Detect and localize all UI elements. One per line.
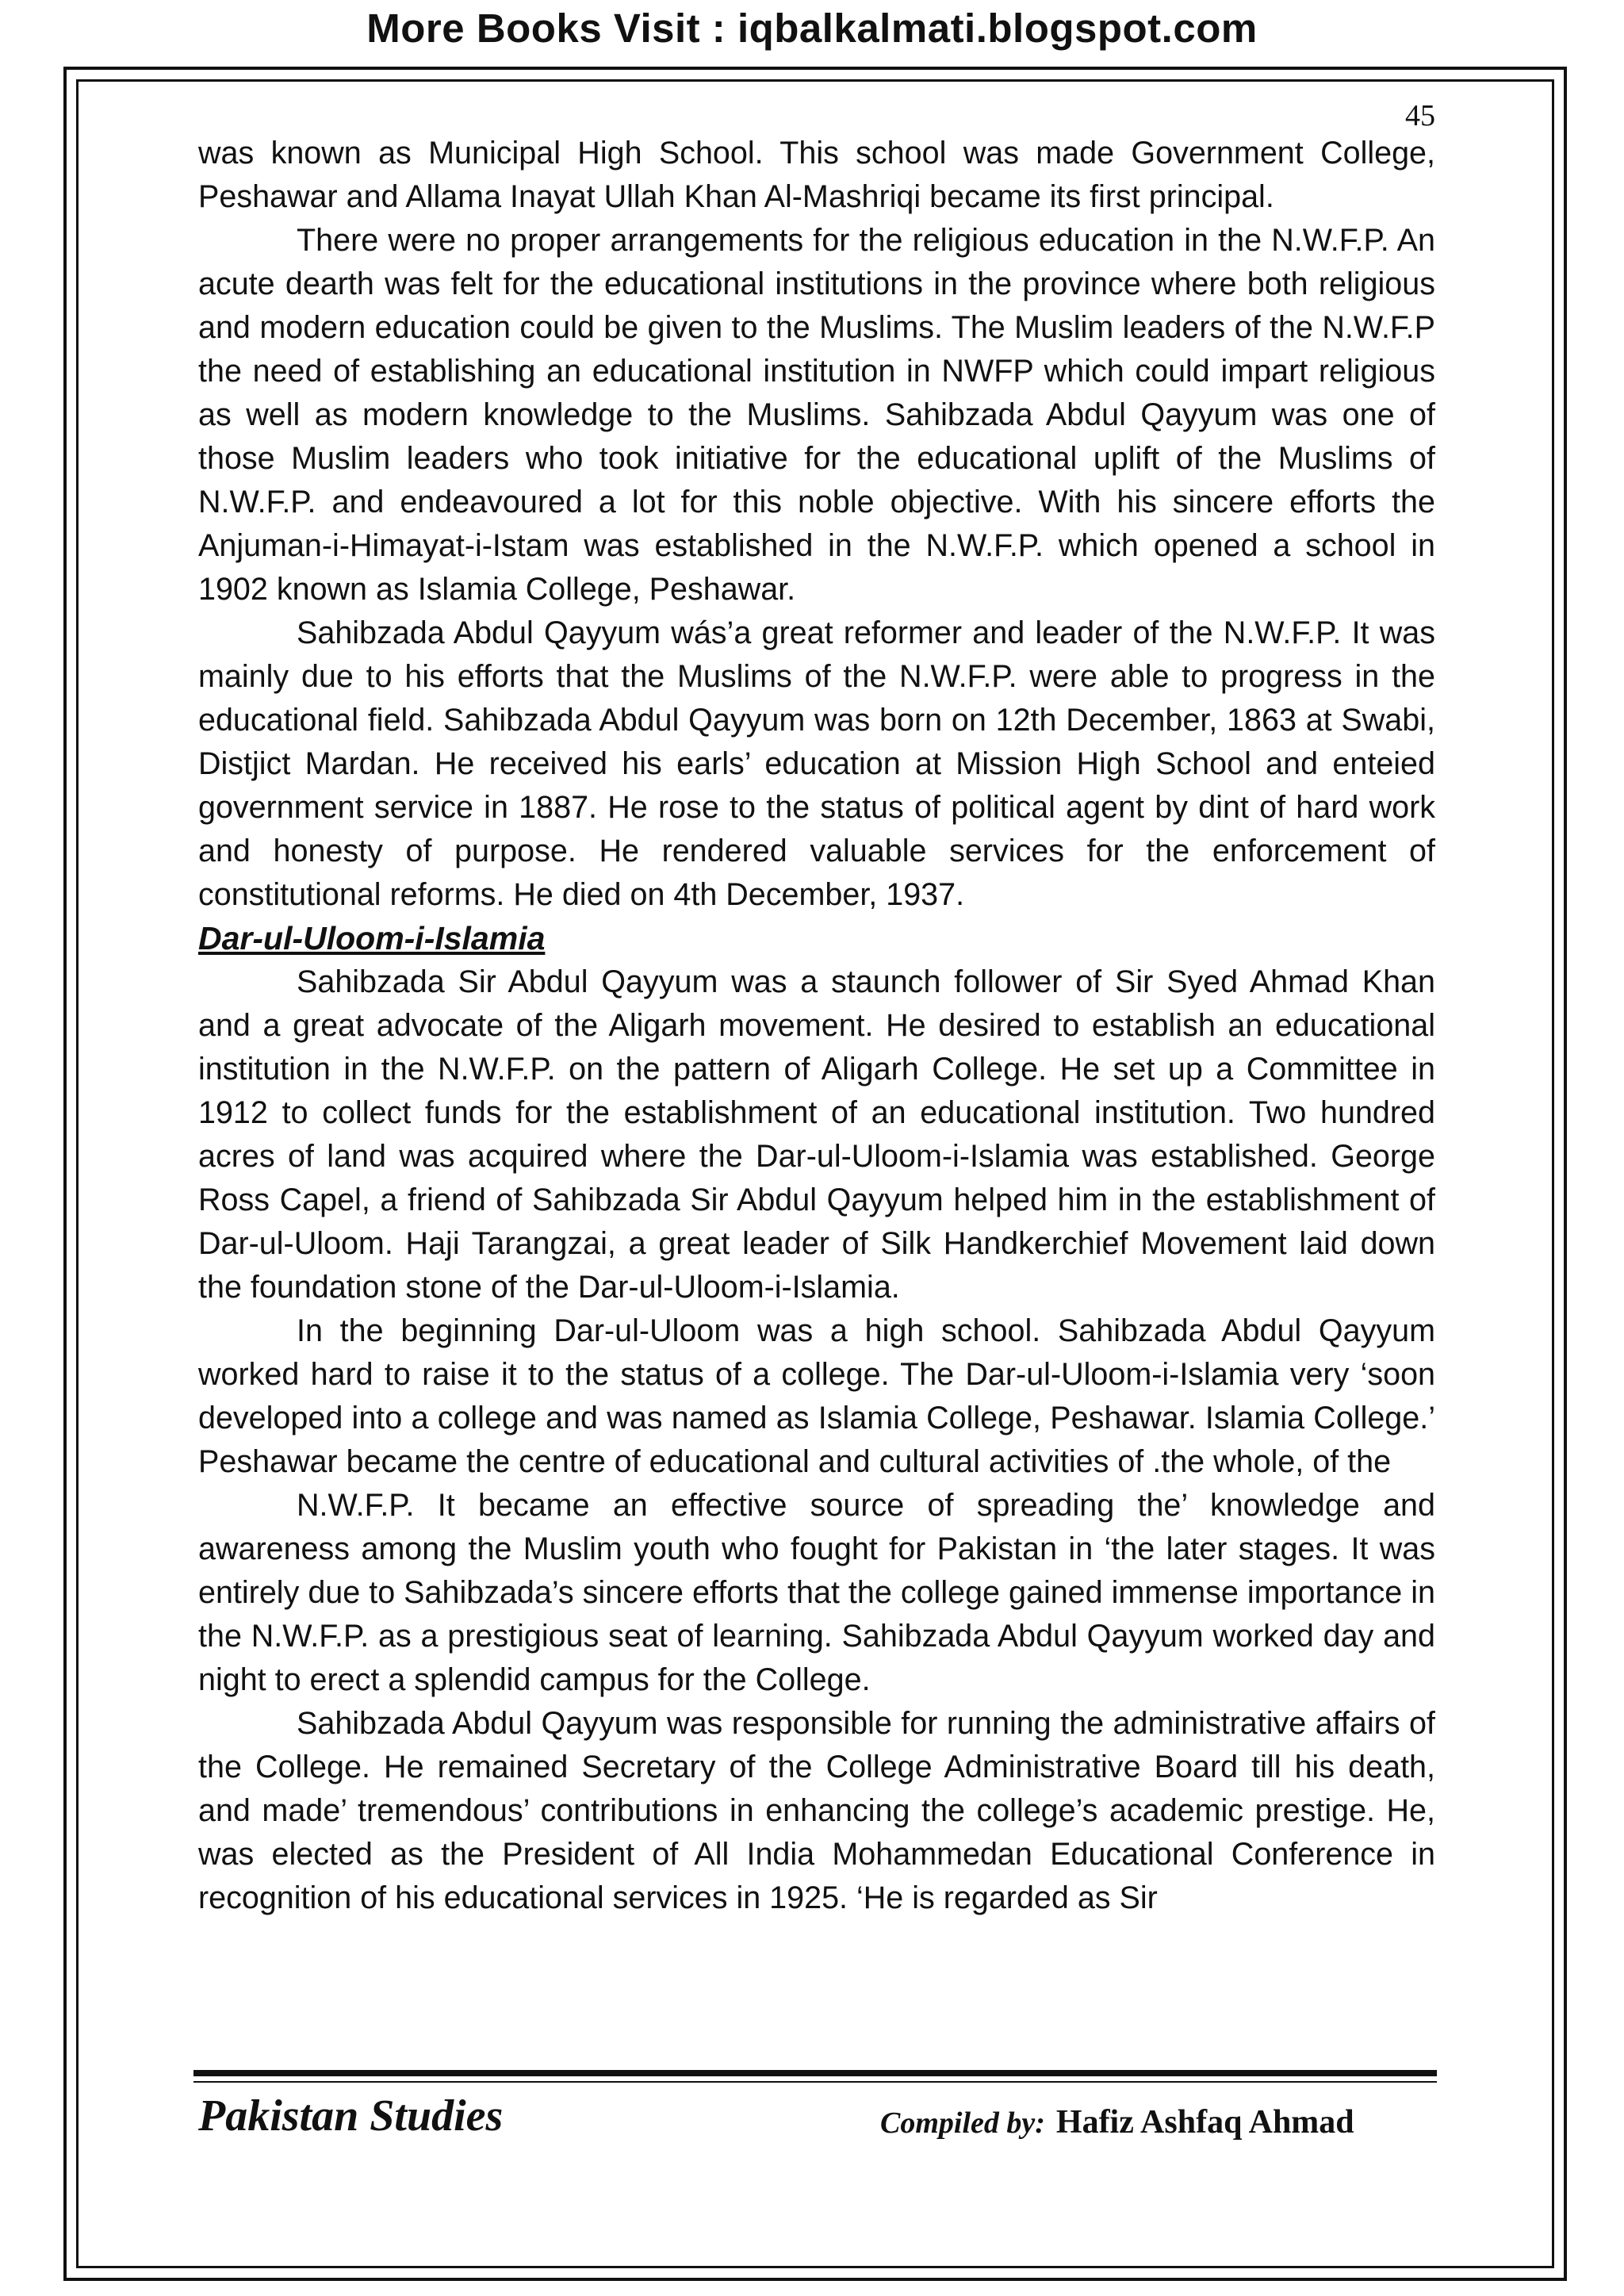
page-body xyxy=(198,132,1435,1920)
section-heading: Dar-ul-Uloom-i-Islamia xyxy=(198,920,546,956)
paragraph: In the beginning Dar-ul-Uloom was a high school. Sahibzada Abdul Qayyum worked hard to raise it to the status of a college. The Dar-ul-Uloom-i-Islamia very ‘soon developed into a college and was named as Islamia College, Peshawar. Islamia College.’ Peshawar became the centre of educational and cultural activities of .the whole, of the xyxy=(198,1313,1435,1479)
paragraph: Sahibzada Abdul Qayyum wás’a great reformer and leader of the N.W.F.P. It was mainly due to his efforts that the Muslims of the N.W.F.P. were able to progress in the educational field. Sahibzada Abdul Qayyum was born on 12th December, 1863 at Swabi, Distjict Mardan. He received his earls’ education at Mission High School and enteied government service in 1887. He rose to the status of political agent by dint of hard work and honesty of purpose. He rendered valuable services for the enforcement of constitutional reforms. He died on 4th December, 1937. xyxy=(198,615,1435,912)
paragraph: Sahibzada Abdul Qayyum was responsible for running the administrative affairs of the College. He remained Secretary of the College Administrative Board till his death, and made’ tremendous’ contributions in enhancing the college’s academic prestige. He, was elected as the President of All India Mohammedan Educational Conference in recognition of his educational services in 1925. ‘He is regarded as Sir xyxy=(198,1706,1435,1915)
paragraph: There were no proper arrangements for the religious education in the N.W.F.P. An acute dearth was felt for the educational institutions in the province where both religious and modern education could be given to the Muslims. The Muslim leaders of the N.W.F.P the need of establishing an educational institution in NWFP which could impart religious as well as modern knowledge to the Muslims. Sahibzada Abdul Qayyum was one of those Muslim leaders who took initiative for the educational uplift of the Muslims of N.W.F.P. and endeavoured a lot for this noble objective. With his sincere efforts the Anjuman-i-Himayat-i-Istam was established in the N.W.F.P. which opened a school in 1902 known as Islamia College, Peshawar. xyxy=(198,223,1435,607)
footer-compiler xyxy=(880,2103,1354,2141)
footer-rule-thick xyxy=(193,2070,1437,2076)
site-banner: More Books Visit : iqbalkalmati.blogspot.com xyxy=(366,6,1258,51)
paragraph: N.W.F.P. It became an effective source of spreading the’ knowledge and awareness among the Muslim youth who fought for Pakistan in ‘the later stages. It was entirely due to Sahibzada’s sincere efforts that the college gained immense importance in the N.W.F.P. as a prestigious seat of learning. Sahibzada Abdul Qayyum worked day and night to erect a splendid campus for the College. xyxy=(198,1488,1435,1697)
footer-book-title: Pakistan Studies xyxy=(198,2091,504,2141)
compiled-by-label: Compiled by: xyxy=(880,2106,1045,2140)
paragraph: was known as Municipal High School. This school was made Government College, Peshawar and Allama Inayat Ullah Khan Al-Mashriqi became its first principal. xyxy=(198,136,1435,214)
compiler-name: Hafiz Ashfaq Ahmad xyxy=(1055,2104,1354,2141)
paragraph: Sahibzada Sir Abdul Qayyum was a staunch follower of Sir Syed Ahmad Khan and a great advocate of the Aligarh movement. He desired to establish an educational institution in the N.W.F.P. on the pattern of Aligarh College. He set up a Committee in 1912 to collect funds for the establishment of an educational institution. Two hundred acres of land was acquired where the Dar-ul-Uloom-i-Islamia was established. George Ross Capel, a friend of Sahibzada Sir Abdul Qayyum helped him in the establishment of Dar-ul-Uloom. Haji Tarangzai, a great leader of Silk Handkerchief Movement laid down the foundation stone of the Dar-ul-Uloom-i-Islamia. xyxy=(198,964,1435,1305)
footer-rule-thin xyxy=(193,2081,1437,2083)
page-number: 45 xyxy=(1405,99,1435,132)
